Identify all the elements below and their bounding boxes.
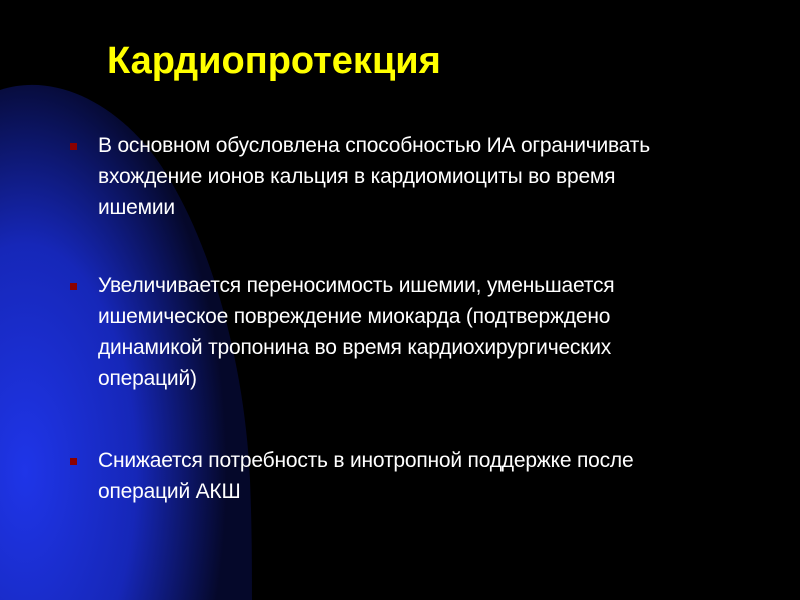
bullet-item xyxy=(66,130,686,223)
bullet-text: Снижается потребность в инотропной поддержке после операций АКШ xyxy=(98,449,634,503)
slide-title: Кардиопротекция xyxy=(107,40,441,82)
square-bullet-icon xyxy=(70,143,77,150)
bullet-item xyxy=(66,270,686,394)
square-bullet-icon xyxy=(70,283,77,290)
bullet-text: В основном обусловлена способностью ИА ограничивать вхождение ионов кальция в кардиомиоциты во время ишемии xyxy=(98,134,650,219)
square-bullet-icon xyxy=(70,458,77,465)
bullet-item xyxy=(66,445,686,507)
bullet-text: Увеличивается переносимость ишемии, уменьшается ишемическое повреждение миокарда (подтверждено динамикой тропонина во время кардиохирургических операций) xyxy=(98,274,615,390)
